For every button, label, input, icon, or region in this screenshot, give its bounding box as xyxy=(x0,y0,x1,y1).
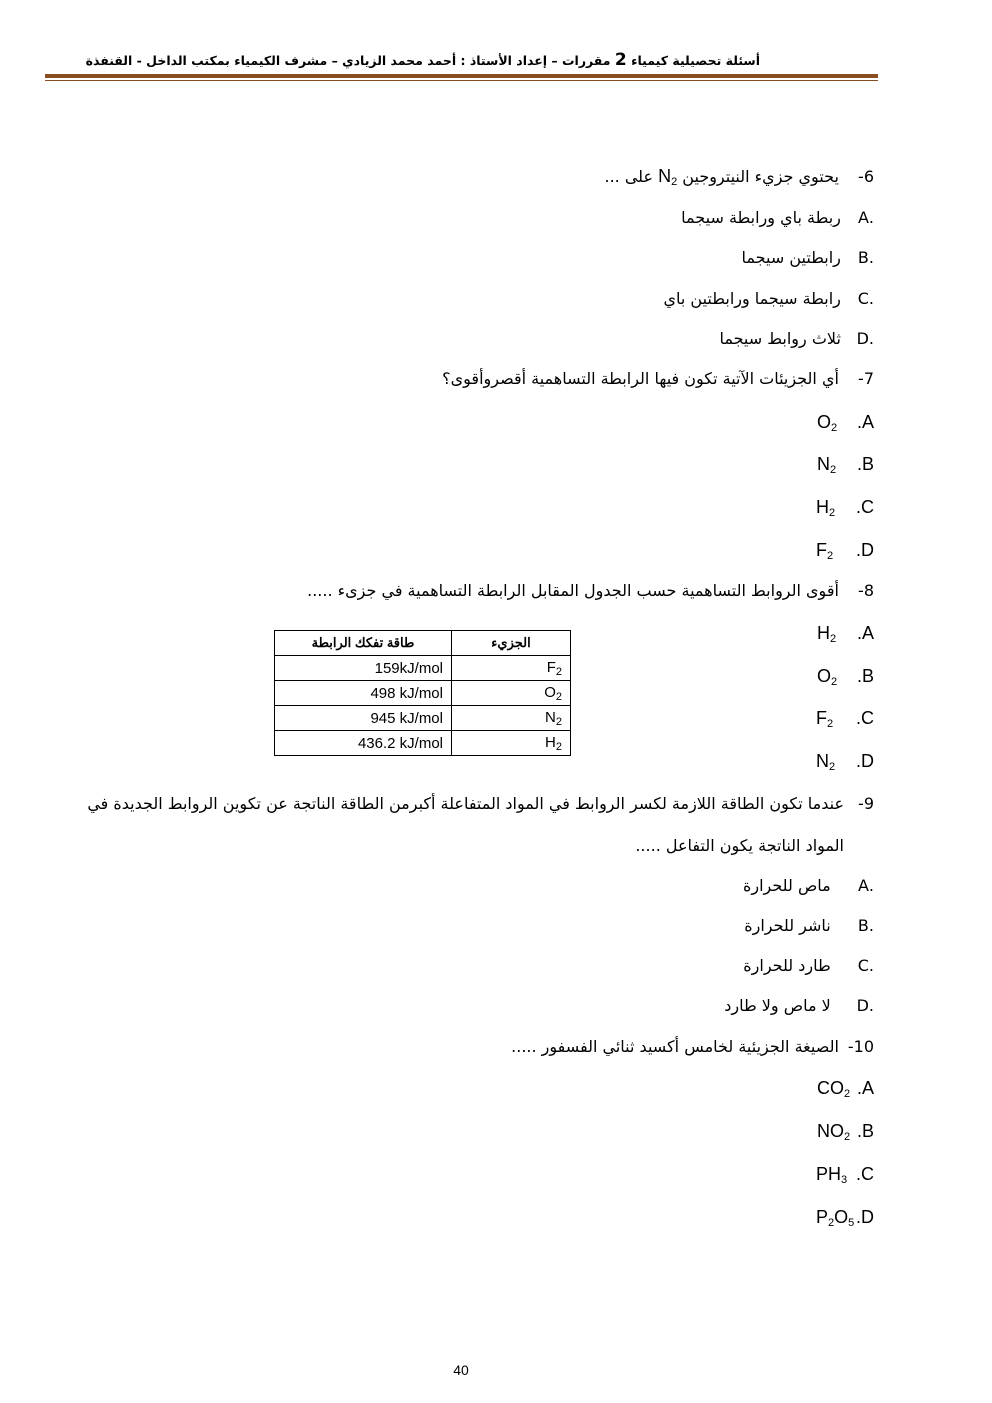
question-10 xyxy=(511,1036,874,1058)
formula-subscript: 5 xyxy=(848,1217,855,1229)
formula-symbol: O xyxy=(816,412,831,432)
formula-symbol: N xyxy=(816,454,830,474)
formula xyxy=(817,1120,857,1148)
formula-subscript: 2 xyxy=(829,507,836,519)
option-label: .C xyxy=(856,497,874,517)
q9-option-d[interactable] xyxy=(724,995,874,1017)
option-label: .C xyxy=(856,708,874,728)
option-label: .B xyxy=(857,248,874,267)
formula xyxy=(817,622,857,650)
question-text: الصيغة الجزيئية لخامس أكسيد ثنائي الفسفور ..... xyxy=(511,1037,839,1056)
question-9-text: عندما تكون الطاقة اللازمة لكسر الروابط في المواد المتفاعلة أكبرمن الطاقة الناتجة عن تكوين الروابط الجديدة في المواد الناتجة يكون التفاعل ..... xyxy=(87,794,844,855)
formula-part: CO xyxy=(816,1078,844,1098)
formula-symbol: F xyxy=(816,540,827,560)
q7-option-a[interactable] xyxy=(817,411,874,439)
header-rule-thick xyxy=(45,74,878,78)
table-row xyxy=(275,731,571,756)
formula-subscript: 2 xyxy=(843,1131,851,1143)
formula-symbol: O xyxy=(816,666,831,686)
q8-option-a[interactable] xyxy=(817,622,874,650)
formula xyxy=(816,750,856,778)
option-label: .A xyxy=(857,876,874,895)
option-label: .A xyxy=(856,412,874,432)
question-text: أقوى الروابط التساهمية حسب الجدول المقابل الرابطة التساهمية في جزىء ..... xyxy=(307,581,839,600)
formula xyxy=(817,453,857,481)
q10-option-d[interactable] xyxy=(816,1206,874,1234)
header-text-1: أسئلة تحصيلية كيمياء xyxy=(626,53,760,68)
table-row xyxy=(275,656,571,681)
formula xyxy=(816,539,856,567)
option-text: رابطتين سيجما xyxy=(741,248,841,267)
formula-symbol: N xyxy=(816,751,829,771)
formula-subscript: 3 xyxy=(841,1174,848,1186)
formula-part: P xyxy=(816,1207,829,1227)
q6-option-a[interactable] xyxy=(681,207,874,229)
formula xyxy=(817,411,857,439)
option-text: ثلاث روابط سيجما xyxy=(719,329,841,348)
formula-subscript: 2 xyxy=(555,740,562,753)
table-row xyxy=(275,681,571,706)
formula xyxy=(817,1077,857,1105)
option-label: .B xyxy=(856,454,874,474)
formula-subscript: 2 xyxy=(827,550,834,562)
bond-energy-table xyxy=(274,630,571,756)
header-text-2: مقررات – إعداد الأستاذ : أحمد محمد الزيادي – مشرف الكيمياء بمكتب الداخل - القنفذة xyxy=(85,53,615,68)
formula-subscript: 2 xyxy=(828,1217,835,1229)
formula-subscript: 2 xyxy=(555,665,562,678)
question-text: يحتوي جزيء النيتروجين xyxy=(677,167,839,186)
option-label: .A xyxy=(856,1078,874,1098)
option-text: ماص للحرارة xyxy=(742,876,831,895)
formula-subscript: 2 xyxy=(555,690,562,703)
formula-subscript: 2 xyxy=(843,1088,851,1100)
formula-subscript: 2 xyxy=(831,676,838,688)
formula xyxy=(816,1206,856,1234)
formula-symbol: O xyxy=(544,683,556,701)
column-header-energy: طاقة تفكك الرابطة xyxy=(275,631,452,656)
formula xyxy=(816,1163,856,1191)
question-number: 7- xyxy=(858,369,874,388)
formula-part: NO xyxy=(816,1121,844,1141)
question-number: 10- xyxy=(847,1037,874,1056)
option-label: .B xyxy=(856,666,874,686)
q7-option-c[interactable] xyxy=(816,496,874,524)
option-label: .A xyxy=(856,623,874,643)
option-label: .B xyxy=(857,916,874,935)
option-label: .D xyxy=(856,1207,874,1227)
option-label: .D xyxy=(856,996,874,1015)
page-number: 40 xyxy=(453,1362,469,1378)
q6-option-d[interactable] xyxy=(719,328,874,350)
option-label: .C xyxy=(857,956,874,975)
formula-part: O xyxy=(834,1207,849,1227)
formula-subscript: 2 xyxy=(671,176,678,188)
formula-symbol: H xyxy=(816,623,830,643)
formula-symbol: N xyxy=(658,166,672,186)
molecule-cell xyxy=(452,706,571,731)
formula-symbol: F xyxy=(546,658,556,676)
formula-part: PH xyxy=(816,1164,842,1184)
energy-cell: 159kJ/mol xyxy=(275,656,452,681)
option-label: .C xyxy=(857,289,874,308)
formula-subscript: 2 xyxy=(829,633,837,645)
option-text: لا ماص ولا طارد xyxy=(724,996,831,1015)
option-text: ربطة باي ورابطة سيجما xyxy=(681,208,841,227)
molecule-cell xyxy=(452,656,571,681)
formula-subscript: 2 xyxy=(831,422,838,434)
question-9-number xyxy=(844,793,874,815)
molecule-cell xyxy=(452,731,571,756)
option-text: رابطة سيجما ورابطتين باي xyxy=(663,289,841,308)
formula-subscript: 2 xyxy=(555,715,562,728)
option-label: .D xyxy=(856,540,874,560)
option-label: .A xyxy=(857,208,874,227)
question-number: 6- xyxy=(858,167,874,186)
energy-cell: 498 kJ/mol xyxy=(275,681,452,706)
table-row xyxy=(275,706,571,731)
formula xyxy=(817,665,857,693)
page-header xyxy=(85,50,760,70)
energy-cell: 945 kJ/mol xyxy=(275,706,452,731)
q8-option-b[interactable] xyxy=(817,665,874,693)
formula xyxy=(816,707,856,735)
option-label: .D xyxy=(856,751,874,771)
question-text: أي الجزيئات الآتية تكون فيها الرابطة التساهمية أقصروأقوى؟ xyxy=(442,369,839,388)
option-label: .C xyxy=(856,1164,874,1184)
q6-option-b[interactable] xyxy=(742,247,874,269)
option-label: .D xyxy=(856,329,874,348)
q6-option-c[interactable] xyxy=(663,288,874,310)
molecule-cell xyxy=(452,681,571,706)
formula-symbol: H xyxy=(545,733,556,751)
question-6 xyxy=(604,165,874,193)
q8-option-d[interactable] xyxy=(816,750,874,778)
formula xyxy=(816,496,856,524)
q10-option-b[interactable] xyxy=(817,1120,874,1148)
formula-subscript: 2 xyxy=(829,464,837,476)
q9-option-c[interactable] xyxy=(743,955,874,977)
question-number: 9- xyxy=(858,794,874,813)
q9-option-b[interactable] xyxy=(744,915,874,937)
q7-option-d[interactable] xyxy=(816,539,874,567)
q9-option-a[interactable] xyxy=(743,875,874,897)
energy-cell: 436.2 kJ/mol xyxy=(275,731,452,756)
option-text: ناشر للحرارة xyxy=(744,916,831,935)
question-8 xyxy=(307,580,874,602)
option-label: .B xyxy=(856,1121,874,1141)
option-text: طارد للحرارة xyxy=(743,956,831,975)
header-number: 2 xyxy=(614,50,627,70)
question-number: 8- xyxy=(858,581,874,600)
q8-option-c[interactable] xyxy=(816,707,874,735)
header-rule-thin xyxy=(45,80,878,81)
q10-option-a[interactable] xyxy=(817,1077,874,1105)
formula-symbol: F xyxy=(816,708,827,728)
formula-subscript: 2 xyxy=(827,718,834,730)
column-header-molecule: الجزيء xyxy=(452,631,571,656)
formula xyxy=(658,166,677,186)
q7-option-b[interactable] xyxy=(817,453,874,481)
question-7 xyxy=(442,368,874,390)
q10-option-c[interactable] xyxy=(816,1163,874,1191)
formula-subscript: 2 xyxy=(829,761,836,773)
question-text-end: على ... xyxy=(604,167,659,186)
formula-symbol: N xyxy=(545,708,556,726)
table-header-row xyxy=(275,631,571,656)
formula-symbol: H xyxy=(816,497,829,517)
